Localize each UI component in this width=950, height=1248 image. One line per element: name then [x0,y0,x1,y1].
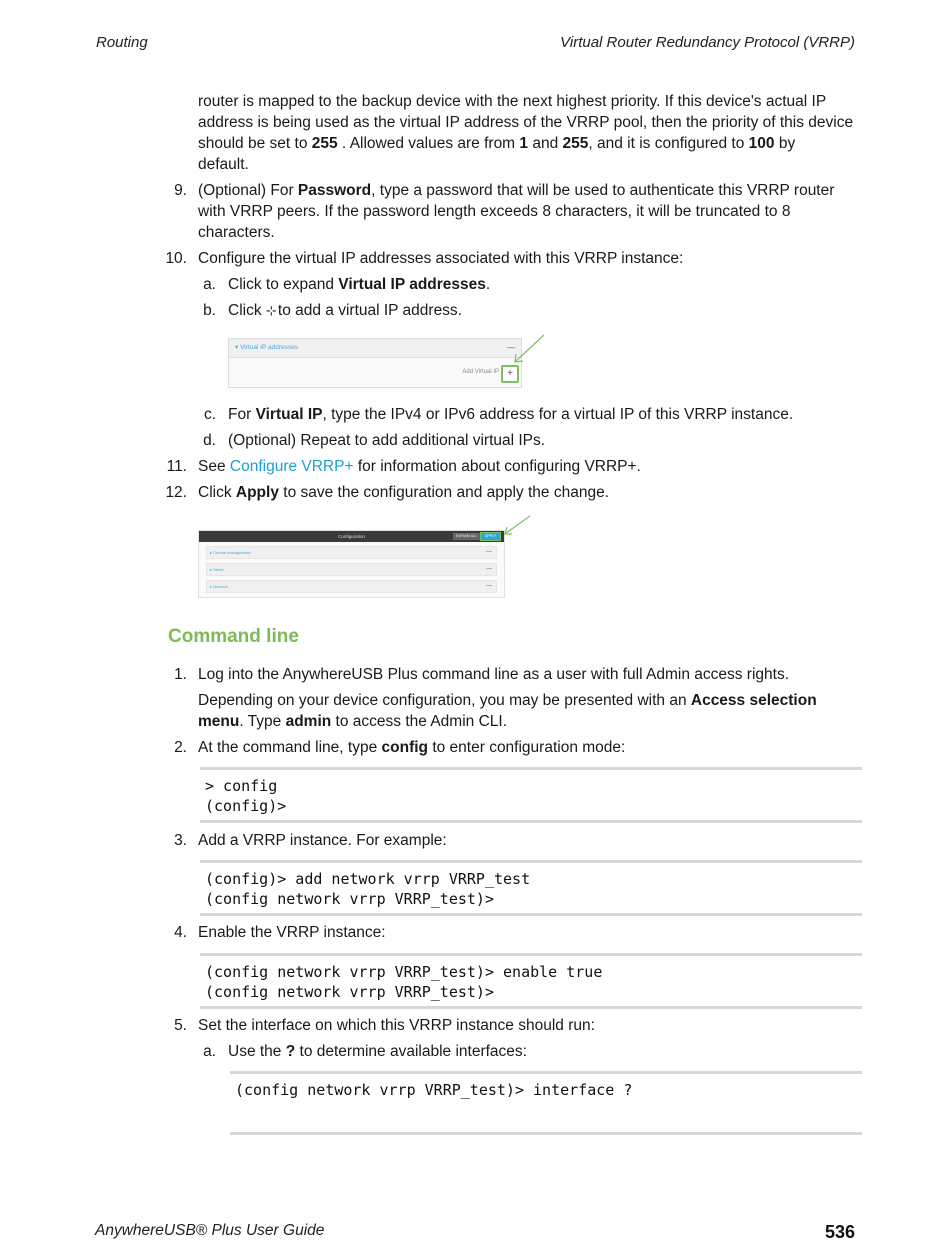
text-line: Set the interface on which this VRRP instance should run: [198,1017,595,1034]
apply-button: APPLY [480,532,501,541]
add-virtual-ip-label: Add Virtual IP [462,369,499,375]
substep-letter: d. [203,432,216,449]
step-number: 5. [174,1017,187,1034]
step-number: 12. [165,484,187,501]
page-number: 536 [824,1222,855,1242]
expand-all-button: EXPAND ALL [453,533,480,540]
step-number: 10. [165,250,187,267]
step-number: 4. [174,924,187,941]
text-line: menu. Type admin to access the Admin CLI. [198,713,508,730]
text-line: Click ⊹to add a virtual IP address. [228,302,462,319]
section-heading: Command line [168,626,299,647]
text-line: should be set to 255 . Allowed values are from 1 and 255, and it is configured to 100 by [198,135,796,152]
configure-vrrp-plus-link[interactable]: Configure VRRP+ [229,458,354,475]
collapse-icon: — [507,343,515,352]
callout-arrow [510,334,550,368]
code-block: (config)> add network vrrp VRRP_test (config network vrrp VRRP_test)> [200,860,862,916]
text-line: default. [198,156,249,173]
text-line: See Configure VRRP+ for information about configuring VRRP+. [198,458,641,475]
callout-arrow [500,515,534,537]
virtual-ip-bar [229,339,521,358]
substep-letter: b. [203,302,216,319]
text-line: For Virtual IP, type the IPv4 or IPv6 address for a virtual IP of this VRRP instance. [228,406,794,423]
step-number: 1. [174,666,187,683]
text-line: Add a VRRP instance. For example: [198,832,447,849]
text-line: Click to expand Virtual IP addresses. [228,276,491,293]
text-line: Enable the VRRP instance: [198,924,386,941]
virtual-ip-screenshot [228,338,522,388]
code-block: > config (config)> [200,767,862,823]
text-line: with VRRP peers. If the password length exceeds 8 characters, it will be truncated to 8 [198,203,791,220]
step-number: 11. [166,458,187,475]
text-line: Use the ? to determine available interfaces: [228,1043,527,1060]
substep-letter: c. [203,406,216,423]
config-row: ▸ Central management — [206,546,497,559]
text-line: At the command line, type config to enter configuration mode: [198,739,626,756]
text-line: Log into the AnywhereUSB Plus command line as a user with full Admin access rights. [198,666,790,683]
text-line: address is being used as the virtual IP address of the VRRP pool, then the priority of this device [198,114,854,131]
step-number: 9. [174,182,187,199]
text-line: (Optional) For Password, type a password that will be used to authenticate this VRRP router [198,182,835,199]
text-line: Click Apply to save the configuration and apply the change. [198,484,609,501]
plus-icon: + [501,365,519,383]
substep-letter: a. [203,1043,216,1060]
header-chapter: Routing [96,34,148,51]
configuration-topbar [199,531,504,542]
virtual-ip-bar-label: ▾ Virtual IP addresses [235,344,299,351]
text-line: characters. [198,224,275,241]
code-block: (config network vrrp VRRP_test)> enable true (config network vrrp VRRP_test)> [200,953,862,1009]
configuration-title: Configuration [338,534,365,539]
text-line: Configure the virtual IP addresses associated with this VRRP instance: [198,250,684,267]
step-number: 3. [174,832,187,849]
header-section: Virtual Router Redundancy Protocol (VRRP) [560,34,855,51]
add-icon: ⊹ [265,303,277,318]
text-line: (Optional) Repeat to add additional virtual IPs. [228,432,546,449]
text-line: Depending on your device configuration, you may be presented with an Access selection [198,692,817,709]
step-number: 2. [174,739,187,756]
config-row: ▸ Serial — [206,563,497,576]
config-row: ▸ Network — [206,580,497,593]
configuration-screenshot [198,530,505,598]
footer-guide-title: AnywhereUSB® Plus User Guide [95,1222,325,1239]
text-line: router is mapped to the backup device with the next highest priority. If this device's actual IP [198,93,827,110]
code-block: (config network vrrp VRRP_test)> interface ? [230,1071,862,1135]
substep-letter: a. [203,276,216,293]
